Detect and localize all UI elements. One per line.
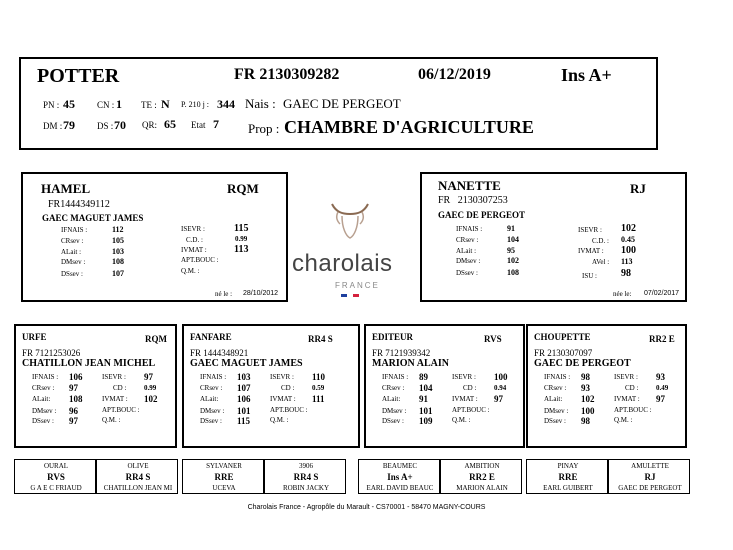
nais-label: Nais : [245, 96, 276, 111]
great-grandparent-box [608, 459, 690, 494]
sire-born: 28/10/2012 [243, 290, 279, 297]
gp-aptbouc-label: APT.BOUC : [614, 406, 652, 414]
ggp-name: AMBITION [464, 462, 500, 470]
dam-crsev: 104 [507, 235, 519, 244]
gp-qm-label: Q.M. : [270, 416, 289, 424]
dam-alait-label: ALait : [456, 247, 477, 255]
gp-alait: 91 [419, 394, 428, 404]
gp-cd-label: CD : [281, 384, 295, 392]
sire-aptbouc-label: APT.BOUC : [181, 256, 219, 264]
ggp-name: PINAY [557, 462, 579, 470]
dam-dmsev: 102 [507, 256, 519, 265]
gp-dmsev-label: DMsev : [32, 407, 57, 415]
prop-value: CHAMBRE D'AGRICULTURE [284, 117, 534, 137]
gp-id: FR 2130307097 [534, 348, 593, 358]
bull-head-icon [328, 200, 372, 240]
ggp-name: OURAL [43, 462, 69, 470]
nais-value: GAEC DE PERGEOT [283, 96, 401, 111]
ggp-breeder: UCEVA [212, 484, 236, 492]
gp-alait: 108 [69, 394, 83, 404]
ggp-breeder: ROBIN JACKY [282, 484, 330, 492]
gp-cd-label: CD : [463, 384, 477, 392]
dam-name: NANETTE [438, 178, 501, 193]
gp-crsev: 93 [581, 383, 590, 393]
gp-breeder: GAEC DE PERGEOT [534, 358, 631, 369]
gp-qm-label: Q.M. : [102, 416, 121, 424]
gp-isevr-label: ISEVR : [452, 373, 476, 381]
gp-ifnais-label: IFNAIS : [200, 373, 227, 381]
te-value: N [161, 97, 170, 111]
gp-breeder: GAEC MAGUET JAMES [190, 358, 303, 369]
gp-crsev-label: CRsev : [32, 384, 55, 392]
gp-dssev: 109 [419, 416, 433, 426]
dam-crsev-label: CRsev : [456, 236, 479, 244]
gp-dssev-label: DSsev : [32, 417, 54, 425]
sire-ivmat: 113 [234, 244, 249, 255]
sire-alait-label: ALait : [61, 248, 82, 256]
gp-dmsev-label: DMsev : [544, 407, 569, 415]
ggp-name: SYLVANER [206, 462, 242, 470]
dam-ifnais-label: IFNAIS : [456, 225, 483, 233]
ggp-grade: Ins A+ [387, 472, 413, 482]
gp-grade: RVS [484, 334, 502, 344]
charolais-logo [288, 200, 420, 300]
dam-dmsev-label: DMsev : [456, 257, 481, 265]
gp-alait-label: ALait: [32, 395, 51, 403]
gp-grade: RR2 E [649, 334, 675, 344]
great-grandparent-box [358, 459, 440, 494]
great-grandparent-box [96, 459, 178, 494]
prop-label: Prop : [248, 121, 280, 136]
gp-ivmat-label: IVMAT : [614, 395, 640, 403]
gp-crsev-label: CRsev : [544, 384, 567, 392]
dam-ifnais: 91 [507, 224, 515, 233]
gp-ivmat: 97 [494, 394, 503, 404]
sire-cd-label: C.D. : [186, 236, 203, 244]
ggp-grade: RVS [47, 472, 65, 482]
sire-alait: 103 [112, 247, 124, 256]
gp-name: URFE [22, 332, 47, 342]
gp-ifnais: 98 [581, 372, 590, 382]
sire-crsev: 105 [112, 236, 124, 245]
sire-dssev: 107 [112, 269, 124, 278]
gp-crsev: 107 [237, 383, 251, 393]
ggp-grade: RJ [644, 472, 656, 482]
gp-name: CHOUPETTE [534, 332, 591, 342]
gp-grade: RQM [145, 334, 167, 344]
ggp-name: OLIVE [127, 462, 149, 470]
gp-qm-label: Q.M. : [452, 416, 471, 424]
great-grandparent-box [182, 459, 264, 494]
gp-grade: RR4 S [308, 334, 333, 344]
gp-isevr-label: ISEVR : [614, 373, 638, 381]
cn-label: CN : [97, 100, 115, 110]
gp-breeder: MARION ALAIN [372, 358, 449, 369]
dam-grade: RJ [630, 181, 646, 196]
ds-value: 70 [114, 118, 126, 132]
gp-ivmat-label: IVMAT : [102, 395, 128, 403]
gp-ifnais-label: IFNAIS : [32, 373, 59, 381]
gp-aptbouc-label: APT.BOUC : [102, 406, 140, 414]
gp-aptbouc-label: APT.BOUC : [270, 406, 308, 414]
dam-born: 07/02/2017 [644, 290, 680, 297]
animal-box [19, 57, 658, 150]
gp-crsev: 97 [69, 383, 78, 393]
dam-cd: 0.45 [621, 235, 635, 244]
gp-ivmat: 111 [312, 394, 325, 404]
gp-alait-label: ALait: [382, 395, 401, 403]
grandparent-box [526, 324, 687, 448]
animal-name: POTTER [37, 65, 120, 87]
pn-value: 45 [63, 97, 75, 111]
ggp-breeder: EARL DAVID BEAUC [366, 484, 434, 492]
sire-dssev-label: DSsev : [61, 270, 83, 278]
ds-label: DS : [97, 121, 114, 131]
sire-grade: RQM [227, 181, 259, 196]
ggp-breeder: GAEC DE PERGEOT [618, 484, 682, 492]
gp-id: FR 1444348921 [190, 348, 249, 358]
ggp-breeder: G A E C FRIAUD [30, 484, 82, 492]
gp-crsev: 104 [419, 383, 433, 393]
dam-breeder: GAEC DE PERGEOT [438, 210, 526, 220]
gp-ifnais: 103 [237, 372, 251, 382]
gp-dssev: 115 [237, 416, 251, 426]
ggp-breeder: CHATILLON JEAN MI [103, 484, 173, 492]
gp-dssev: 98 [581, 416, 590, 426]
gp-crsev-label: CRsev : [200, 384, 223, 392]
qr-label: QR: [142, 120, 158, 130]
sire-ifnais: 112 [112, 225, 124, 234]
animal-id: FR 2130309282 [234, 66, 340, 83]
dam-id: FR 2130307253 [438, 195, 508, 206]
gp-ivmat-label: IVMAT : [270, 395, 296, 403]
gp-id: FR 7121939342 [372, 348, 431, 358]
footer-address: Charolais France - Agropôle du Marault - CS70001 - 58470 MAGNY-COURS [247, 504, 486, 511]
dam-isu-label: ISU : [582, 272, 597, 280]
gp-alait: 102 [581, 394, 595, 404]
gp-isevr: 110 [312, 372, 326, 382]
gp-qm-label: Q.M. : [614, 416, 633, 424]
grandparent-box [364, 324, 525, 448]
sire-name: HAMEL [41, 181, 91, 196]
te-label: TE : [141, 100, 157, 110]
great-grandparent-box [264, 459, 346, 494]
gp-dmsev: 100 [581, 406, 595, 416]
dam-ivmat: 100 [621, 245, 636, 256]
animal-grade: Ins A+ [561, 65, 612, 85]
ggp-breeder: EARL GUIBERT [543, 484, 593, 492]
gp-dmsev: 101 [419, 406, 433, 416]
great-grandparent-box [14, 459, 96, 494]
dam-dssev: 108 [507, 268, 519, 277]
ggp-name: AMULETTE [631, 462, 669, 470]
dm-value: 79 [63, 118, 75, 132]
gp-alait: 106 [237, 394, 251, 404]
sire-dmsev-label: DMsev : [61, 258, 86, 266]
gp-id: FR 7121253026 [22, 348, 81, 358]
etat-value: 7 [213, 117, 219, 131]
dam-isevr-label: ISEVR : [578, 226, 602, 234]
gp-dmsev: 101 [237, 406, 251, 416]
gp-dssev: 97 [69, 416, 78, 426]
gp-name: EDITEUR [372, 332, 414, 342]
pn-label: PN : [43, 100, 60, 110]
sire-qm-label: Q.M. : [181, 267, 200, 275]
ggp-name: BEAUMEC [382, 462, 418, 470]
dam-box [420, 172, 687, 302]
gp-dssev-label: DSsev : [544, 417, 566, 425]
gp-isevr: 93 [656, 372, 665, 382]
sire-isevr-label: ISEVR : [181, 225, 205, 233]
gp-ivmat-label: IVMAT : [452, 395, 478, 403]
gp-cd-label: CD : [625, 384, 639, 392]
dam-cd-label: C.D. : [592, 237, 609, 245]
dam-isevr: 102 [621, 223, 636, 234]
gp-breeder: CHATILLON JEAN MICHEL [22, 358, 156, 369]
sire-ivmat-label: IVMAT : [181, 246, 207, 254]
ggp-name: 3906 [299, 462, 313, 470]
birth-date: 06/12/2019 [418, 66, 491, 83]
gp-dssev-label: DSsev : [200, 417, 222, 425]
ggp-grade: RR4 S [125, 472, 151, 482]
gp-dmsev-label: DMsev : [382, 407, 407, 415]
ggp-breeder: MARION ALAIN [456, 484, 508, 492]
sire-dmsev: 108 [112, 257, 124, 266]
grandparent-box [182, 324, 360, 448]
gp-ivmat: 97 [656, 394, 665, 404]
sire-isevr: 115 [234, 223, 249, 234]
gp-cd: 0.99 [144, 384, 157, 392]
sire-box [21, 172, 288, 302]
ggp-grade: RRE [214, 472, 234, 482]
dam-dssev-label: DSsev : [456, 269, 478, 277]
ggp-grade: RRE [558, 472, 578, 482]
gp-crsev-label: CRsev : [382, 384, 405, 392]
gp-isevr-label: ISEVR : [102, 373, 126, 381]
sire-born-label: né le : [215, 290, 233, 298]
gp-aptbouc-label: APT.BOUC : [452, 406, 490, 414]
etat-label: Etat [191, 120, 206, 130]
ggp-grade: RR2 E [469, 472, 495, 482]
dm-label: DM : [43, 121, 63, 131]
gp-cd: 0.49 [656, 384, 669, 392]
dam-avel: 113 [621, 257, 633, 266]
sire-cd: 0.99 [235, 235, 248, 243]
great-grandparent-box [440, 459, 522, 494]
france-flag-icon [341, 294, 359, 297]
gp-cd-label: CD : [113, 384, 127, 392]
dam-born-label: née le: [613, 290, 632, 298]
gp-dssev-label: DSsev : [382, 417, 404, 425]
gp-ifnais: 106 [69, 372, 83, 382]
gp-cd: 0.94 [494, 384, 507, 392]
grandparent-box [14, 324, 177, 448]
sire-ifnais-label: IFNAIS : [61, 226, 88, 234]
gp-cd: 0.59 [312, 384, 325, 392]
dam-avel-label: AVel : [592, 258, 610, 266]
dam-alait: 95 [507, 246, 515, 255]
sire-id: FR1444349112 [48, 199, 110, 210]
cn-value: 1 [116, 97, 122, 111]
dam-isu: 98 [621, 268, 631, 279]
gp-dmsev-label: DMsev : [200, 407, 225, 415]
dam-ivmat-label: IVMAT : [578, 247, 604, 255]
logo-word: charolais [292, 250, 393, 277]
p210-label: P. 210 j : [181, 100, 210, 109]
gp-name: FANFARE [190, 332, 232, 342]
great-grandparent-box [526, 459, 608, 494]
gp-alait-label: ALait: [200, 395, 219, 403]
gp-isevr-label: ISEVR : [270, 373, 294, 381]
ggp-grade: RR4 S [293, 472, 319, 482]
gp-isevr: 100 [494, 372, 508, 382]
gp-ifnais-label: IFNAIS : [544, 373, 571, 381]
gp-ifnais-label: IFNAIS : [382, 373, 409, 381]
p210-value: 344 [217, 97, 235, 111]
gp-ivmat: 102 [144, 394, 158, 404]
gp-isevr: 97 [144, 372, 153, 382]
qr-value: 65 [164, 117, 176, 131]
logo-sub: FRANCE [335, 281, 380, 290]
sire-crsev-label: CRsev : [61, 237, 84, 245]
gp-dmsev: 96 [69, 406, 78, 416]
gp-ifnais: 89 [419, 372, 428, 382]
gp-alait-label: ALait: [544, 395, 563, 403]
sire-breeder: GAEC MAGUET JAMES [42, 213, 144, 223]
